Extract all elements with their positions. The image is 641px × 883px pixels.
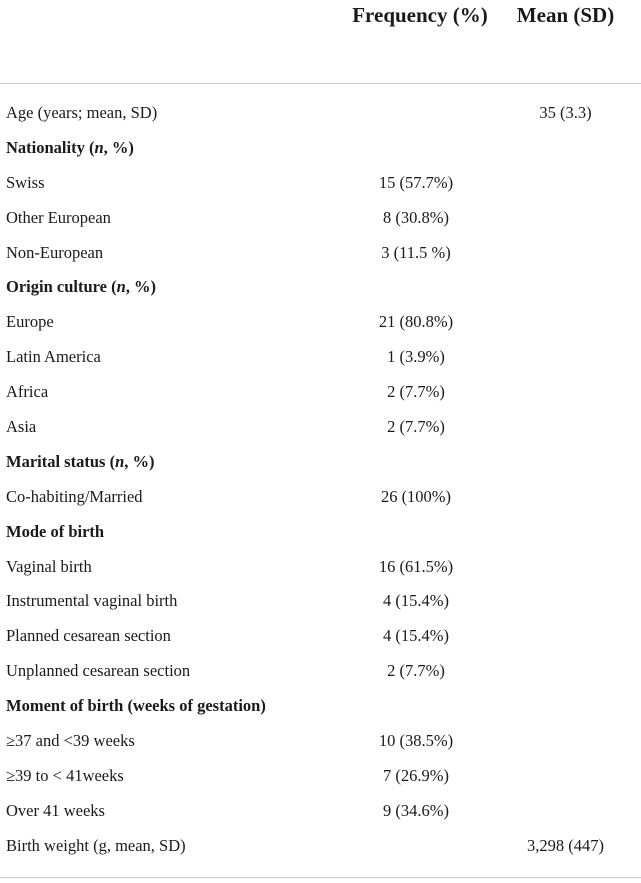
table-row	[0, 305, 641, 340]
frequency-cell: 10 (38.5%)	[378, 731, 454, 751]
mean-cell: 35 (3.3)	[539, 103, 592, 122]
section-label: Nationality (n, %)	[6, 137, 134, 157]
row-label: Instrumental vaginal birth	[6, 591, 178, 611]
row-label: ≥39 to < 41weeks	[6, 765, 124, 785]
table-row	[0, 410, 641, 445]
frequency-cell: 4 (15.4%)	[383, 626, 449, 646]
row-label: Co-habiting/Married	[6, 486, 143, 506]
row-label: Unplanned cesarean section	[6, 661, 191, 681]
table-row	[0, 759, 641, 794]
row-label: Other European	[6, 207, 111, 227]
frequency-cell: 16 (61.5%)	[378, 556, 454, 576]
frequency-cell: 2 (7.7%)	[387, 382, 445, 402]
table-body	[0, 96, 641, 864]
section-row	[0, 515, 641, 550]
section-row	[0, 445, 641, 480]
table-row	[0, 340, 641, 375]
frequency-cell: 1 (3.9%)	[387, 347, 445, 367]
frequency-cell: 9 (34.6%)	[383, 800, 449, 820]
frequency-cell: 21 (80.8%)	[378, 312, 454, 332]
table-row	[0, 480, 641, 515]
table-bottom-rule	[0, 877, 641, 878]
frequency-column-header: Frequency (%)	[352, 3, 488, 27]
row-label: Vaginal birth	[6, 556, 92, 576]
frequency-cell: 26 (100%)	[380, 486, 452, 506]
table-row	[0, 550, 641, 585]
row-label: ≥37 and <39 weeks	[6, 731, 135, 751]
row-label: Asia	[6, 417, 37, 437]
frequency-cell: 8 (30.8%)	[383, 207, 449, 227]
frequency-cell: 2 (7.7%)	[387, 661, 445, 681]
section-row	[0, 131, 641, 166]
mean-cell: 3,298 (447)	[527, 835, 604, 855]
row-label: Age (years; mean, SD)	[6, 103, 158, 122]
row-label: Non-European	[6, 242, 104, 262]
frequency-cell: 7 (26.9%)	[383, 765, 449, 785]
table-row	[0, 166, 641, 201]
table-row	[0, 724, 641, 759]
mean-column-header: Mean (SD)	[516, 3, 615, 27]
row-label: Birth weight (g, mean, SD)	[6, 835, 186, 855]
table-row	[0, 584, 641, 619]
section-label: Marital status (n, %)	[6, 451, 155, 471]
row-label: Africa	[6, 382, 49, 402]
section-row	[0, 270, 641, 305]
section-label: Mode of birth	[6, 521, 105, 541]
row-label: Planned cesarean section	[6, 626, 171, 646]
section-label: Origin culture (n, %)	[6, 277, 157, 297]
table-row	[0, 619, 641, 654]
table-row	[0, 829, 641, 864]
row-label: Over 41 weeks	[6, 800, 105, 820]
table-header	[0, 0, 641, 84]
section-row	[0, 689, 641, 724]
row-label: Swiss	[6, 172, 45, 192]
table-row	[0, 201, 641, 236]
table-row	[0, 96, 641, 131]
table-row	[0, 654, 641, 689]
frequency-cell: 3 (11.5 %)	[381, 242, 451, 262]
row-label: Latin America	[6, 347, 101, 367]
table-row	[0, 375, 641, 410]
frequency-cell: 2 (7.7%)	[387, 417, 445, 437]
frequency-cell: 15 (57.7%)	[378, 172, 454, 192]
row-label: Europe	[6, 312, 54, 332]
table-row	[0, 236, 641, 271]
table-row	[0, 794, 641, 829]
section-label: Moment of birth (weeks of gestation)	[6, 696, 266, 716]
frequency-cell: 4 (15.4%)	[383, 591, 449, 611]
